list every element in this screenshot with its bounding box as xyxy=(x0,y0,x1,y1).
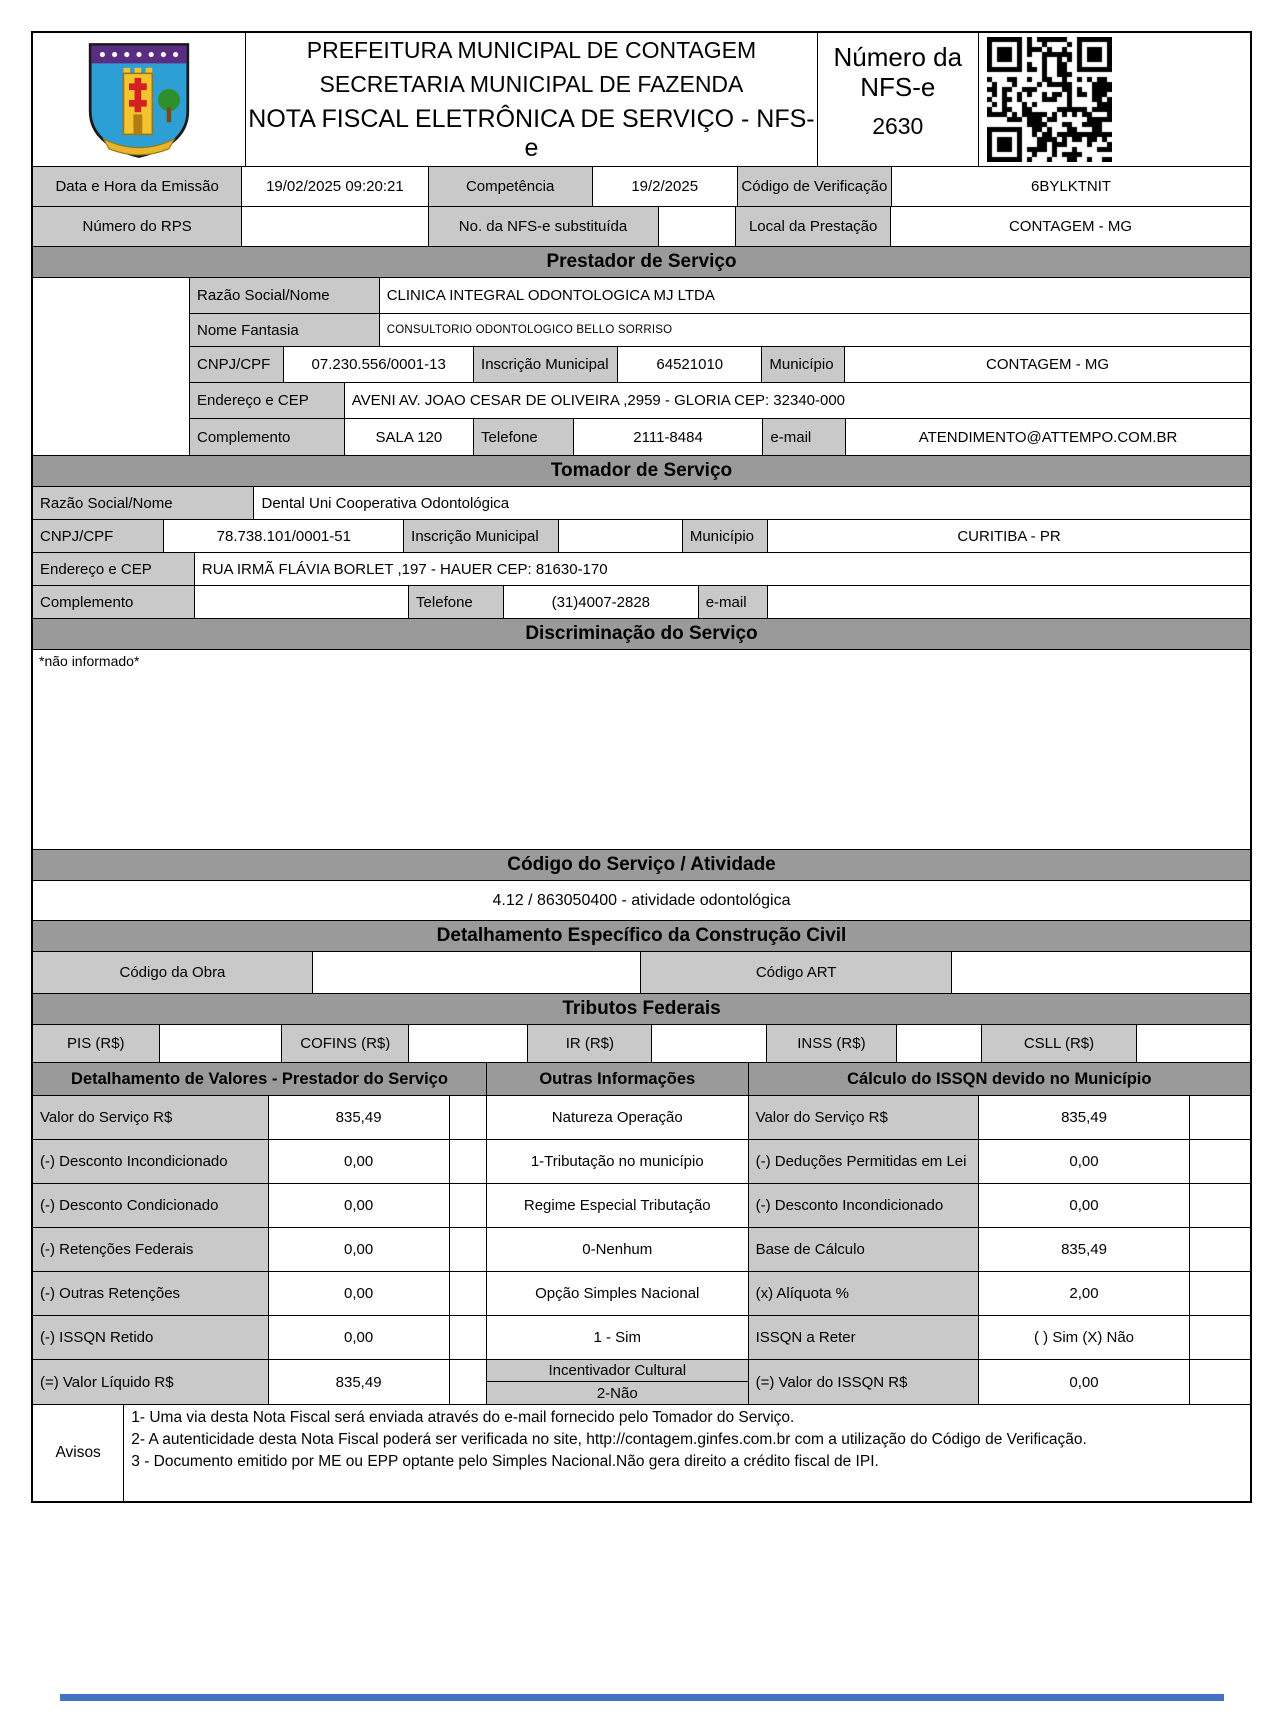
issqn-desconto-incond-value: 0,00 xyxy=(979,1184,1190,1227)
pis-value xyxy=(160,1025,283,1062)
qr-code-icon xyxy=(987,37,1112,162)
valor-issqn-value: 0,00 xyxy=(979,1360,1190,1404)
filler xyxy=(450,1140,486,1183)
filler xyxy=(450,1096,486,1139)
prestador-fantasia-label: Nome Fantasia xyxy=(190,314,380,346)
prestador-fantasia-row xyxy=(190,314,1250,347)
valor-servico-label: Valor do Serviço R$ xyxy=(33,1096,269,1139)
document-title: NOTA FISCAL ELETRÔNICA DE SERVIÇO - NFS-e xyxy=(248,104,815,162)
tomador-endereco-label: Endereço e CEP xyxy=(33,553,195,585)
aviso-line-2: 2- A autenticidade desta Nota Fiscal poderá ser verificada no site, http://contagem.ginfes.com.br com a utilização do Código de Verificação. xyxy=(131,1431,1087,1448)
tomador-complemento-value xyxy=(195,586,409,618)
tomador-cnpj-row xyxy=(33,520,1250,553)
incentivador-cultural-label: Incentivador Cultural xyxy=(487,1360,748,1382)
simples-nacional-label: Opção Simples Nacional xyxy=(487,1272,748,1316)
tomador-inscricao-label: Inscrição Municipal xyxy=(404,520,559,552)
filler xyxy=(1190,1228,1250,1271)
construcao-section-title: Detalhamento Específico da Construção Civil xyxy=(33,921,1250,952)
valores-row xyxy=(33,1184,486,1228)
incentivador-cultural-value: 2-Não xyxy=(487,1382,748,1404)
issqn-a-reter-value: ( ) Sim (X) Não xyxy=(979,1316,1190,1359)
prestador-inscricao-value: 64521010 xyxy=(618,347,762,382)
valores-section xyxy=(33,1063,1250,1405)
cofins-value xyxy=(409,1025,528,1062)
codigo-art-value xyxy=(952,952,1250,993)
issqn-row xyxy=(749,1316,1250,1360)
contagem-coat-of-arms-icon xyxy=(83,39,195,161)
qr-cell xyxy=(979,33,1250,166)
issqn-row xyxy=(749,1096,1250,1140)
deducoes-value: 0,00 xyxy=(979,1140,1190,1183)
issqn-row xyxy=(749,1272,1250,1316)
rps-number-value xyxy=(242,207,428,246)
desconto-incondicionado-value: 0,00 xyxy=(269,1140,450,1183)
avisos-label: Avisos xyxy=(33,1405,124,1501)
valores-row xyxy=(33,1096,486,1140)
pis-label: PIS (R$) xyxy=(33,1025,160,1062)
tomador-razao-label: Razão Social/Nome xyxy=(33,487,254,519)
service-location-value: CONTAGEM - MG xyxy=(1008,218,1132,235)
prestador-municipio-label: Município xyxy=(762,347,845,382)
avisos-text xyxy=(124,1405,1250,1501)
base-calculo-label: Base de Cálculo xyxy=(749,1228,980,1271)
retencoes-federais-value: 0,00 xyxy=(269,1228,450,1271)
codigo-obra-value xyxy=(313,952,642,993)
valores-row xyxy=(33,1316,486,1360)
outras-informacoes-title: Outras Informações xyxy=(487,1063,748,1096)
rps-number-label: Número do RPS xyxy=(33,207,242,246)
tomador-municipio-label: Município xyxy=(683,520,768,552)
cofins-label: COFINS (R$) xyxy=(282,1025,409,1062)
natureza-operacao-value: 1-Tributação no município xyxy=(487,1140,748,1184)
prestador-razao-label: Razão Social/Nome xyxy=(190,278,380,313)
prestador-razao-row xyxy=(190,278,1250,314)
valor-liquido-value: 835,49 xyxy=(269,1360,450,1404)
filler xyxy=(1190,1140,1250,1183)
filler xyxy=(1190,1184,1250,1227)
prestador-email-value: ATENDIMENTO@ATTEMPO.COM.BR xyxy=(918,428,1178,446)
filler xyxy=(450,1316,486,1359)
issqn-row xyxy=(749,1140,1250,1184)
ir-label: IR (R$) xyxy=(528,1025,652,1062)
filler xyxy=(1190,1360,1250,1404)
tomador-section xyxy=(33,487,1250,619)
issqn-valor-servico-label: Valor do Serviço R$ xyxy=(749,1096,980,1139)
aviso-line-3: 3 - Documento emitido por ME ou EPP optante pelo Simples Nacional.Não gera direito a crédito fiscal de IPI. xyxy=(131,1453,879,1470)
meta-row-2 xyxy=(33,207,1250,247)
prestador-endereco-row xyxy=(190,383,1250,419)
prestador-email-label: e-mail xyxy=(763,419,846,455)
tomador-cnpj-value: 78.738.101/0001-51 xyxy=(164,520,404,552)
issqn-a-reter-label: ISSQN a Reter xyxy=(749,1316,980,1359)
tomador-municipio-value: CURITIBA - PR xyxy=(957,527,1061,545)
filler xyxy=(1190,1272,1250,1315)
regime-especial-label: Regime Especial Tributação xyxy=(487,1184,748,1228)
codigo-obra-label: Código da Obra xyxy=(33,952,313,993)
nfse-number-box xyxy=(818,33,979,166)
nfse-number-value: 2630 xyxy=(872,112,924,139)
retencoes-federais-label: (-) Retenções Federais xyxy=(33,1228,269,1271)
prestador-logo-placeholder xyxy=(33,278,190,455)
codigo-servico-row xyxy=(33,881,1250,921)
nfse-document xyxy=(31,31,1252,1503)
tomador-endereco-value: RUA IRMÃ FLÁVIA BORLET ,197 - HAUER CEP: 81630-170 xyxy=(201,560,608,578)
issqn-column xyxy=(749,1063,1250,1404)
tomador-telefone-value: (31)4007-2828 xyxy=(504,586,699,618)
filler xyxy=(450,1228,486,1271)
bottom-divider-bar xyxy=(60,1694,1224,1701)
base-calculo-value: 835,49 xyxy=(979,1228,1190,1271)
tomador-cnpj-label: CNPJ/CPF xyxy=(33,520,164,552)
desconto-condicionado-value: 0,00 xyxy=(269,1184,450,1227)
filler xyxy=(450,1360,486,1404)
simples-nacional-value: 1 - Sim xyxy=(487,1316,748,1360)
document-header xyxy=(33,33,1250,167)
issqn-retido-label: (-) ISSQN Retido xyxy=(33,1316,269,1359)
desconto-condicionado-label: (-) Desconto Condicionado xyxy=(33,1184,269,1227)
prestador-municipio-value: CONTAGEM - MG xyxy=(985,356,1110,373)
valor-issqn-label: (=) Valor do ISSQN R$ xyxy=(749,1360,980,1404)
prestador-cnpj-label: CNPJ/CPF xyxy=(190,347,284,382)
prestador-complemento-value: SALA 120 xyxy=(345,419,474,455)
tomador-endereco-row xyxy=(33,553,1250,586)
outras-informacoes-column xyxy=(487,1063,749,1404)
tomador-telefone-label: Telefone xyxy=(409,586,504,618)
tomador-razao-value: Dental Uni Cooperativa Odontológica xyxy=(261,494,510,512)
filler xyxy=(450,1272,486,1315)
valor-liquido-label: (=) Valor Líquido R$ xyxy=(33,1360,269,1404)
regime-especial-value: 0-Nenhum xyxy=(487,1228,748,1272)
outras-retencoes-value: 0,00 xyxy=(269,1272,450,1315)
issqn-valor-servico-value: 835,49 xyxy=(979,1096,1190,1139)
codigo-servico-value: 4.12 / 863050400 - atividade odontológica xyxy=(492,891,791,909)
deducoes-label: (-) Deduções Permitidas em Lei xyxy=(749,1140,980,1183)
prestador-fields xyxy=(190,278,1250,455)
prestador-cnpj-row xyxy=(190,347,1250,383)
prestador-section-title: Prestador de Serviço xyxy=(33,247,1250,278)
prestador-inscricao-label: Inscrição Municipal xyxy=(474,347,618,382)
issqn-desconto-incond-label: (-) Desconto Incondicionado xyxy=(749,1184,980,1227)
issqn-retido-value: 0,00 xyxy=(269,1316,450,1359)
service-location-label: Local da Prestação xyxy=(736,207,891,246)
org-name-line2: SECRETARIA MUNICIPAL DE FAZENDA xyxy=(319,70,744,97)
natureza-operacao-label: Natureza Operação xyxy=(487,1096,748,1140)
prestador-fantasia-value: CONSULTORIO ODONTOLOGICO BELLO SORRISO xyxy=(386,324,673,336)
prestador-endereco-label: Endereço e CEP xyxy=(190,383,345,418)
tomador-complemento-label: Complemento xyxy=(33,586,195,618)
inss-value xyxy=(897,1025,982,1062)
avisos-section xyxy=(33,1405,1250,1501)
prestador-endereco-value: AVENI AV. JOAO CESAR DE OLIVEIRA ,2959 - GLORIA CEP: 32340-000 xyxy=(351,392,846,409)
valores-row xyxy=(33,1360,486,1404)
valores-prestador-column xyxy=(33,1063,487,1404)
header-title-block xyxy=(246,33,818,166)
prestador-telefone-label: Telefone xyxy=(474,419,574,455)
codigo-art-label: Código ART xyxy=(641,952,951,993)
tomador-email-value xyxy=(768,586,1250,618)
filler xyxy=(1190,1316,1250,1359)
replaced-nfse-value xyxy=(659,207,737,246)
inss-label: INSS (R$) xyxy=(767,1025,897,1062)
replaced-nfse-label: No. da NFS-e substituída xyxy=(429,207,659,246)
ir-value xyxy=(652,1025,766,1062)
desconto-incondicionado-label: (-) Desconto Incondicionado xyxy=(33,1140,269,1183)
tomador-section-title: Tomador de Serviço xyxy=(33,456,1250,487)
prestador-section xyxy=(33,278,1250,456)
valores-row xyxy=(33,1228,486,1272)
org-name-line1: PREFEITURA MUNICIPAL DE CONTAGEM xyxy=(306,36,757,63)
competencia-label: Competência xyxy=(429,167,593,206)
issqn-title: Cálculo do ISSQN devido no Município xyxy=(749,1063,1250,1096)
prestador-telefone-value: 2111-8484 xyxy=(574,419,764,455)
prestador-razao-value: CLINICA INTEGRAL ODONTOLOGICA MJ LTDA xyxy=(386,287,715,304)
issqn-row xyxy=(749,1228,1250,1272)
emission-datetime-value: 19/02/2025 09:20:21 xyxy=(242,167,428,206)
construcao-row xyxy=(33,952,1250,994)
tributos-section-title: Tributos Federais xyxy=(33,994,1250,1025)
logo-cell xyxy=(33,33,246,166)
nfse-number-label: Número da NFS-e xyxy=(833,42,963,102)
discriminacao-section-title: Discriminação do Serviço xyxy=(33,619,1250,650)
valor-servico-value: 835,49 xyxy=(269,1096,450,1139)
competencia-value: 19/2/2025 xyxy=(593,167,738,206)
verification-code-value: 6BYLKTNIT xyxy=(1031,178,1112,195)
aliquota-label: (x) Alíquota % xyxy=(749,1272,980,1315)
filler xyxy=(450,1184,486,1227)
csll-label: CSLL (R$) xyxy=(982,1025,1137,1062)
tomador-email-label: e-mail xyxy=(699,586,768,618)
aviso-line-1: 1- Uma via desta Nota Fiscal será enviada através do e-mail fornecido pelo Tomador do Serviço. xyxy=(131,1409,795,1426)
aliquota-value: 2,00 xyxy=(979,1272,1190,1315)
prestador-complemento-label: Complemento xyxy=(190,419,345,455)
valores-prestador-title: Detalhamento de Valores - Prestador do Serviço xyxy=(33,1063,486,1096)
codigo-servico-section-title: Código do Serviço / Atividade xyxy=(33,850,1250,881)
prestador-complemento-row xyxy=(190,419,1250,455)
valores-row xyxy=(33,1140,486,1184)
issqn-row xyxy=(749,1184,1250,1228)
outras-retencoes-label: (-) Outras Retenções xyxy=(33,1272,269,1315)
discriminacao-content: *não informado* xyxy=(33,650,1250,850)
csll-value xyxy=(1137,1025,1250,1062)
tomador-complemento-row xyxy=(33,586,1250,619)
emission-datetime-label: Data e Hora da Emissão xyxy=(33,167,242,206)
meta-row-1 xyxy=(33,167,1250,207)
prestador-cnpj-value: 07.230.556/0001-13 xyxy=(284,347,474,382)
tomador-inscricao-value xyxy=(559,520,683,552)
issqn-row xyxy=(749,1360,1250,1404)
filler xyxy=(1190,1096,1250,1139)
verification-code-label: Código de Verificação xyxy=(738,167,893,206)
tributos-row xyxy=(33,1025,1250,1063)
tomador-razao-row xyxy=(33,487,1250,520)
valores-row xyxy=(33,1272,486,1316)
